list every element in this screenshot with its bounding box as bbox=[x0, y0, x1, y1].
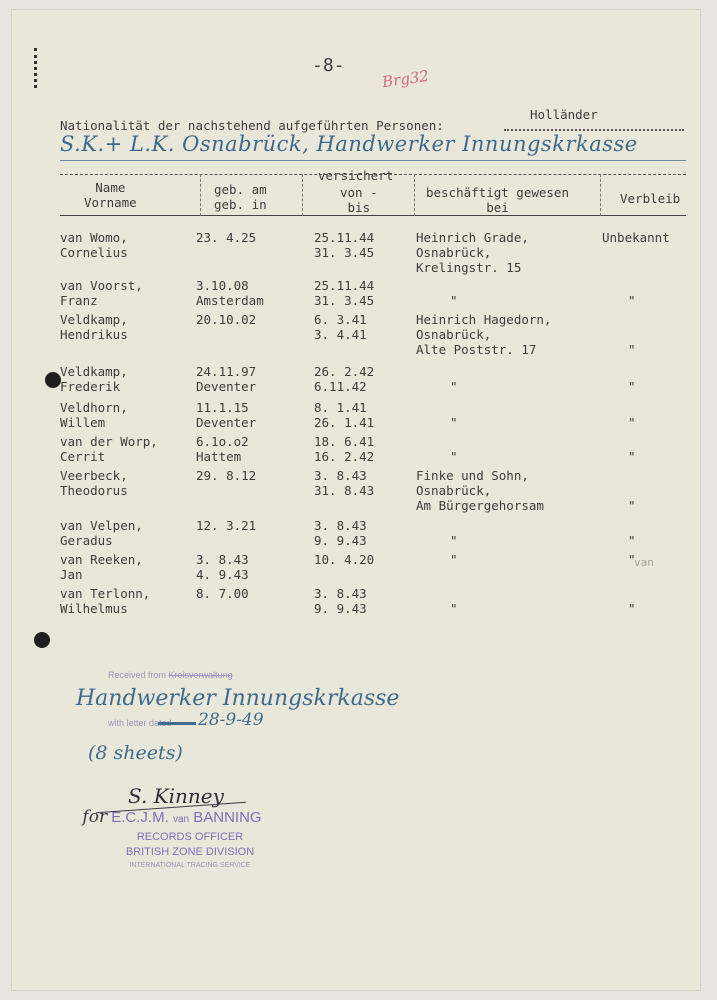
page-number: -8- bbox=[312, 55, 345, 76]
row-born: 3. 8.43 4. 9.43 bbox=[196, 552, 249, 582]
row-whereabouts: " bbox=[628, 379, 636, 394]
row-insured: 8. 1.41 26. 1.41 bbox=[314, 400, 375, 430]
row-born: 8. 7.00 bbox=[196, 586, 249, 601]
handwritten-header: S.K.+ L.K. Osnabrück, Handwerker Innungskrkasse bbox=[60, 132, 638, 156]
nationality-value: Holländer bbox=[530, 107, 598, 122]
col-divider-2 bbox=[302, 174, 303, 216]
row-employer: Finke und Sohn, Osnabrück, Am Bürgergehorsam bbox=[416, 468, 544, 513]
sig-name: E.C.J.M. bbox=[111, 809, 169, 826]
stamp-with-letter: with letter dated bbox=[108, 718, 172, 728]
header-bottom-rule bbox=[60, 215, 686, 216]
row-insured: 3. 8.43 9. 9.43 bbox=[314, 518, 367, 548]
margin-dots bbox=[34, 48, 40, 88]
col-header-employed: beschäftigt gewesen bei bbox=[426, 185, 569, 215]
margin-pencil-note: van bbox=[634, 556, 654, 569]
row-born: 24.11.97 Deventer bbox=[196, 364, 257, 394]
row-born: 11.1.15 Deventer bbox=[196, 400, 257, 430]
sig-title3: INTERNATIONAL TRACING SERVICE bbox=[129, 862, 251, 869]
col-header-insured: von - bis bbox=[340, 185, 378, 215]
row-born: 12. 3.21 bbox=[196, 518, 257, 533]
nationality-label: Nationalität der nachstehend aufgeführten Personen: bbox=[60, 118, 444, 133]
header-top-rule bbox=[60, 174, 686, 175]
row-employer: Heinrich Grade, Osnabrück, Krelingstr. 15 bbox=[416, 230, 529, 275]
row-employer: " bbox=[450, 601, 458, 616]
row-name: van Terlonn, Wilhelmus bbox=[60, 586, 151, 616]
sig-title2: BRITISH ZONE DIVISION bbox=[125, 846, 255, 858]
col-header-insured-top: versichert bbox=[318, 168, 394, 183]
row-whereabouts: " bbox=[628, 533, 636, 548]
row-born: 3.10.08 Amsterdam bbox=[196, 278, 264, 308]
row-insured: 6. 3.41 3. 4.41 bbox=[314, 312, 367, 342]
row-name: van Womo, Cornelius bbox=[60, 230, 128, 260]
row-insured: 3. 8.43 9. 9.43 bbox=[314, 586, 367, 616]
row-name: van der Worp, Cerrit bbox=[60, 434, 158, 464]
col-divider-1 bbox=[200, 174, 201, 216]
col-header-name: Name Vorname bbox=[84, 180, 137, 210]
sig-surname: BANNING bbox=[193, 809, 262, 826]
row-whereabouts: " bbox=[628, 449, 636, 464]
row-name: Veldkamp, Hendrikus bbox=[60, 312, 128, 342]
sig-title1: RECORDS OFFICER bbox=[136, 831, 244, 843]
row-employer: " bbox=[450, 533, 458, 548]
row-born: 6.1o.o2 Hattem bbox=[196, 434, 249, 464]
row-insured: 25.11.44 31. 3.45 bbox=[314, 278, 375, 308]
nationality-dotted-line bbox=[504, 129, 684, 131]
row-employer: " bbox=[450, 552, 458, 567]
row-whereabouts: " bbox=[628, 498, 636, 513]
row-name: van Voorst, Franz bbox=[60, 278, 143, 308]
row-insured: 25.11.44 31. 3.45 bbox=[314, 230, 375, 260]
sheets-note: (8 sheets) bbox=[88, 742, 183, 764]
received-date: 28-9-49 bbox=[198, 710, 264, 730]
document-sheet bbox=[12, 10, 700, 990]
col-header-whereabouts: Verbleib bbox=[620, 191, 681, 206]
signature-stamp bbox=[62, 808, 282, 872]
col-divider-3 bbox=[414, 174, 415, 216]
col-divider-4 bbox=[600, 174, 601, 216]
row-name: van Velpen, Geradus bbox=[60, 518, 143, 548]
row-employer: " bbox=[450, 293, 458, 308]
row-employer: " bbox=[450, 415, 458, 430]
row-employer: Heinrich Hagedorn, Osnabrück, Alte Poststr. 17 bbox=[416, 312, 552, 357]
header-underline bbox=[60, 160, 686, 161]
row-name: Veerbeck, Theodorus bbox=[60, 468, 128, 498]
stamp-name-line bbox=[62, 808, 282, 829]
row-whereabouts: Unbekannt bbox=[602, 230, 670, 245]
col-header-born: geb. am geb. in bbox=[214, 182, 267, 212]
row-born: 29. 8.12 bbox=[196, 468, 257, 483]
signature: S. Kinney bbox=[128, 784, 224, 808]
row-name: Veldkamp, Frederik bbox=[60, 364, 128, 394]
row-insured: 18. 6.41 16. 2.42 bbox=[314, 434, 375, 464]
punch-hole-top bbox=[45, 372, 61, 388]
sig-van: van bbox=[172, 814, 190, 825]
stamp-struck-text: Kreisverwaltung bbox=[168, 670, 233, 680]
row-employer: " bbox=[450, 379, 458, 394]
sig-for: for bbox=[82, 807, 108, 827]
row-whereabouts: " bbox=[628, 342, 636, 357]
row-employer: " bbox=[450, 449, 458, 464]
received-from-handwritten: Handwerker Innungskrkasse bbox=[76, 686, 400, 711]
row-insured: 3. 8.43 31. 8.43 bbox=[314, 468, 375, 498]
date-strike bbox=[158, 722, 196, 725]
stamp-received-label bbox=[108, 670, 233, 680]
row-insured: 10. 4.20 bbox=[314, 552, 375, 567]
row-born: 23. 4.25 bbox=[196, 230, 257, 245]
row-insured: 26. 2.42 6.11.42 bbox=[314, 364, 375, 394]
row-whereabouts: " bbox=[628, 293, 636, 308]
row-name: Veldhorn, Willem bbox=[60, 400, 128, 430]
row-name: van Reeken, Jan bbox=[60, 552, 143, 582]
row-whereabouts: " bbox=[628, 415, 636, 430]
row-whereabouts: " bbox=[628, 552, 636, 567]
stamp-received-text: Received from bbox=[108, 670, 167, 680]
row-whereabouts: " bbox=[628, 601, 636, 616]
row-born: 20.10.02 bbox=[196, 312, 257, 327]
pencil-note: Brg32 bbox=[380, 66, 430, 92]
punch-hole-bottom bbox=[34, 632, 50, 648]
